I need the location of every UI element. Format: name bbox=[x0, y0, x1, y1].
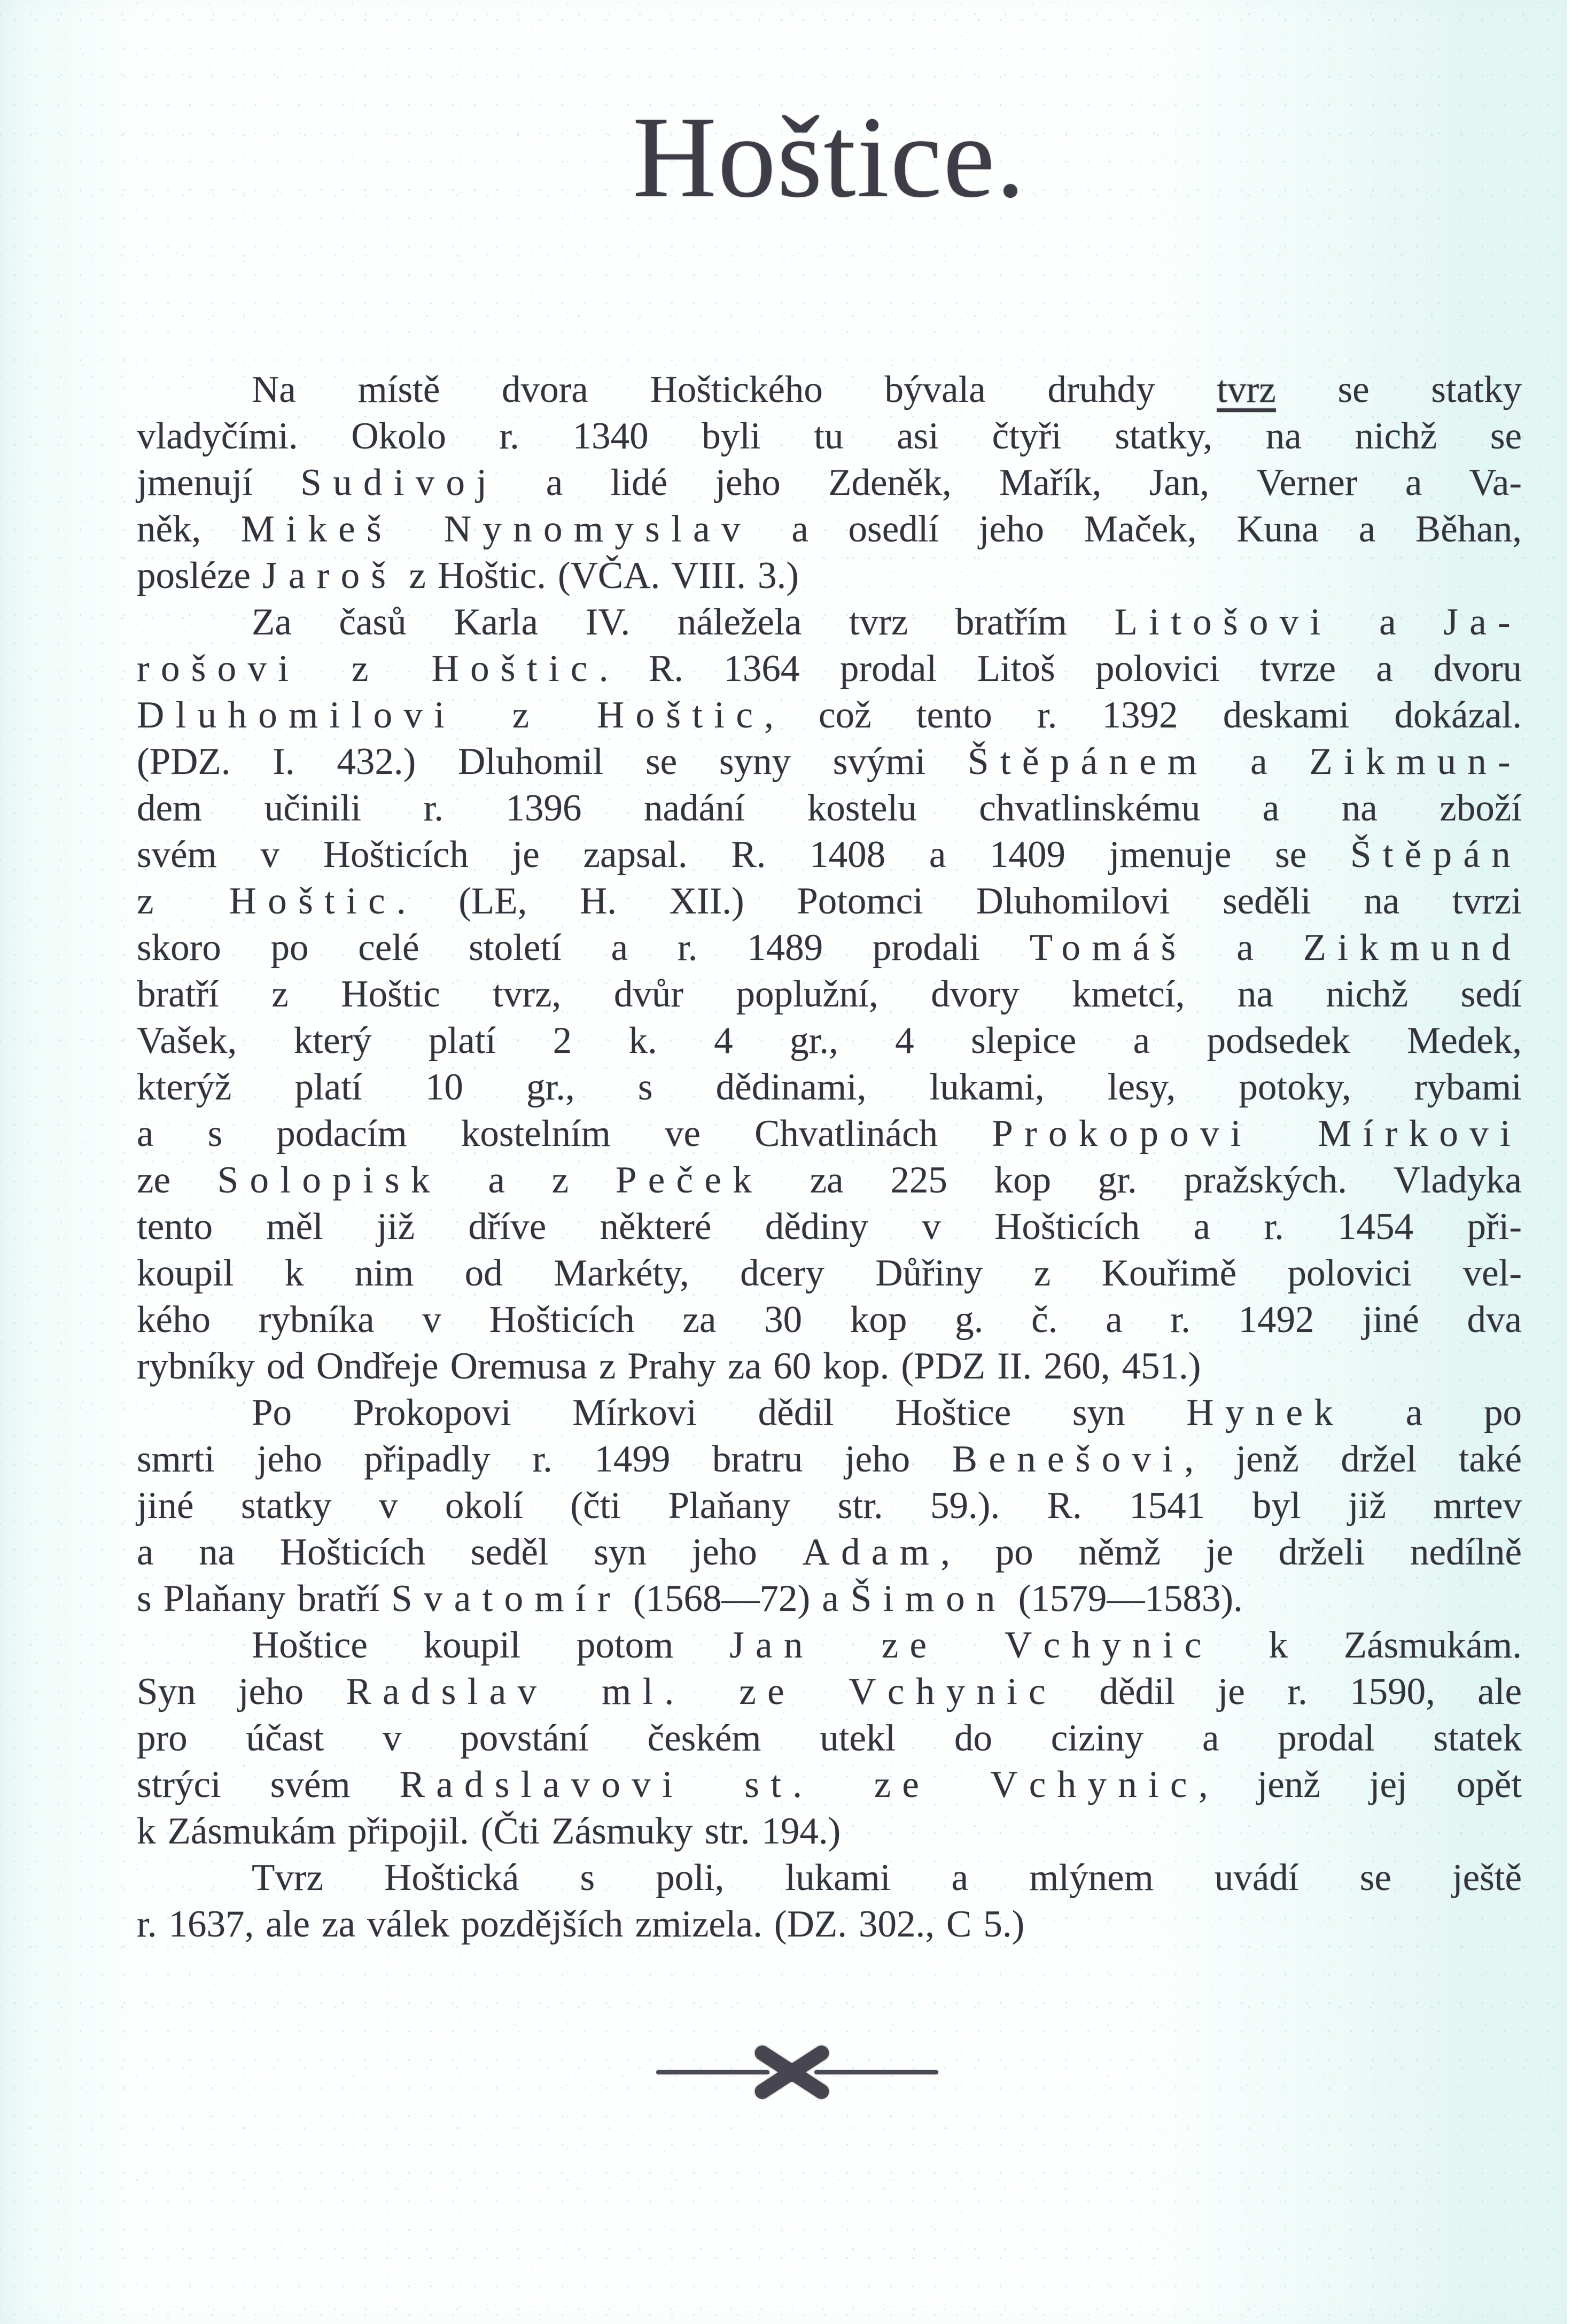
text-segment: k Zásmukám. bbox=[1212, 1624, 1522, 1666]
letterspaced-name: Štěpán bbox=[1350, 834, 1522, 876]
text-segment: skoro po celé století a r. 1489 prodali bbox=[137, 927, 1030, 969]
text-line bbox=[137, 553, 1522, 599]
text-segment: rybníky od Ondřeje Oremusa z Prahy za 60 kop. (PDZ II. 260, 451.) bbox=[137, 1345, 1201, 1387]
text-segment: se statky bbox=[1275, 369, 1522, 410]
text-line bbox=[137, 460, 1522, 506]
text-segment: dem učinili r. 1396 nadání kostelu chvatlinskému a na zboží bbox=[137, 787, 1522, 829]
text-segment: , jenž jej opět bbox=[1198, 1764, 1522, 1806]
text-segment: strýci svém bbox=[137, 1764, 400, 1806]
text-segment: r. 1637, ale za válek pozdějších zmizela. (DZ. 302., C 5.) bbox=[137, 1903, 1025, 1945]
text-segment: jmenují bbox=[137, 462, 301, 503]
text-segment: Vašek, který platí 2 k. 4 gr., 4 slepice a podsedek Medek, bbox=[137, 1020, 1522, 1062]
text-line bbox=[137, 878, 1522, 925]
text-segment: a s podacím kostelním ve Chvatlinách bbox=[137, 1113, 992, 1155]
text-segment: dědil je r. 1590, ale bbox=[1056, 1671, 1522, 1713]
text-line bbox=[137, 1622, 1522, 1669]
text-line bbox=[137, 1855, 1522, 1901]
text-segment: s Plaňany bratří bbox=[137, 1578, 392, 1620]
text-line bbox=[137, 1483, 1522, 1529]
text-segment: a bbox=[1208, 741, 1310, 783]
letterspaced-name: Prokopovi Mírkovi bbox=[992, 1113, 1522, 1155]
text-segment: bratří z Hoštic tvrz, dvůr poplužní, dvory kmetcí, na nichž sedí bbox=[137, 973, 1522, 1015]
text-segment: Syn jeho bbox=[137, 1671, 346, 1713]
text-line bbox=[137, 832, 1522, 878]
text-segment: a z bbox=[441, 1159, 616, 1201]
divider-rule-right bbox=[814, 2070, 938, 2074]
text-line bbox=[137, 971, 1522, 1018]
text-segment: (1579—1583). bbox=[1006, 1578, 1243, 1620]
text-segment: z Hoštic. (VČA. VIII. 3.) bbox=[397, 555, 799, 597]
text-line bbox=[137, 1064, 1522, 1111]
text-segment: koupil k nim od Markéty, dcery Důřiny z Kouřimě polovici vel- bbox=[137, 1252, 1522, 1294]
text-line bbox=[137, 367, 1522, 413]
text-segment: . (LE, H. XII.) Potomci Dluhomilovi seděli na tvrzi bbox=[396, 880, 1522, 922]
text-line bbox=[137, 506, 1522, 553]
text-segment: posléze bbox=[137, 555, 262, 597]
text-line bbox=[137, 646, 1522, 692]
letterspaced-name: Jaroš bbox=[262, 555, 398, 597]
letterspaced-name: Mikeš Nynomyslav bbox=[240, 508, 752, 550]
page-title: Hoštice. bbox=[632, 93, 1026, 222]
text-segment: a osedlí jeho Maček, Kuna a Běhan, bbox=[751, 508, 1522, 550]
text-line bbox=[137, 1436, 1522, 1483]
text-segment: smrti jeho připadly r. 1499 bratru jeho bbox=[137, 1438, 952, 1480]
letterspaced-name: Radslav ml. ze Vchynic bbox=[346, 1671, 1057, 1713]
letterspaced-name: Zikmund bbox=[1303, 927, 1522, 969]
text-segment: a lidé jeho Zdeněk, Mařík, Jan, Verner a Va- bbox=[498, 462, 1522, 503]
text-segment: Po Prokopovi Mírkovi dědil Hoštice syn bbox=[252, 1392, 1187, 1434]
body-text bbox=[137, 367, 1522, 1948]
text-segment: Na místě dvora Hoštického bývala druhdy bbox=[252, 369, 1217, 410]
letterspaced-name: Štěpánem bbox=[968, 741, 1209, 783]
text-line bbox=[137, 739, 1522, 785]
letterspaced-name: z Hoštic bbox=[137, 880, 396, 922]
letterspaced-name: Benešovi bbox=[952, 1438, 1185, 1480]
letterspaced-name: Zikmun- bbox=[1309, 741, 1522, 783]
text-line bbox=[137, 1157, 1522, 1204]
letterspaced-name: Tomáš bbox=[1029, 927, 1187, 969]
letterspaced-name: Ja- bbox=[1443, 601, 1522, 643]
text-segment: tento měl již dříve některé dědiny v Hošticích a r. 1454 při- bbox=[137, 1206, 1522, 1248]
divider-x-ornament bbox=[766, 2043, 818, 2102]
text-line bbox=[137, 413, 1522, 460]
letterspaced-name: Adam bbox=[802, 1531, 941, 1573]
text-segment: Tvrz Hoštická s poli, lukami a mlýnem uvádí se ještě bbox=[252, 1857, 1522, 1899]
text-line bbox=[137, 1204, 1522, 1250]
text-segment: pro účast v povstání českém utekl do ciziny a prodal statek bbox=[137, 1717, 1522, 1759]
text-segment: Za časů Karla IV. náležela tvrz bratřím bbox=[252, 601, 1115, 643]
text-line bbox=[137, 1343, 1522, 1390]
text-segment: a na Hošticích seděl syn jeho bbox=[137, 1531, 803, 1573]
text-line bbox=[137, 1018, 1522, 1064]
text-line bbox=[137, 785, 1522, 832]
text-line bbox=[137, 1762, 1522, 1808]
text-line bbox=[137, 1297, 1522, 1343]
text-segment: , po němž je drželi nedílně bbox=[940, 1531, 1522, 1573]
letterspaced-name: Peček bbox=[615, 1159, 763, 1201]
text-line bbox=[137, 1111, 1522, 1157]
text-line bbox=[137, 1250, 1522, 1297]
text-segment: , jenž držel také bbox=[1184, 1438, 1522, 1480]
text-line bbox=[137, 599, 1522, 646]
text-line bbox=[137, 925, 1522, 971]
letterspaced-name: Jan ze Vchynic bbox=[729, 1624, 1213, 1666]
text-line bbox=[137, 1715, 1522, 1762]
text-segment: (PDZ. I. 432.) Dluhomil se syny svými bbox=[137, 741, 968, 783]
text-segment: za 225 kop gr. pražských. Vladyka bbox=[763, 1159, 1522, 1201]
text-segment: ze bbox=[137, 1159, 217, 1201]
text-segment: k Zásmukám připojil. (Čti Zásmuky str. 194.) bbox=[137, 1810, 841, 1852]
text-line bbox=[137, 692, 1522, 739]
text-segment: jiné statky v okolí (čti Plaňany str. 59.). R. 1541 byl již mrtev bbox=[137, 1485, 1522, 1527]
text-segment: něk, bbox=[137, 508, 241, 550]
ornament-core-icon bbox=[779, 2063, 805, 2082]
letterspaced-name: Svatomír bbox=[391, 1578, 621, 1620]
text-segment: svém v Hošticích je zapsal. R. 1408 a 1409 jmenuje se bbox=[137, 834, 1350, 876]
text-line bbox=[137, 1901, 1522, 1948]
text-segment: kého rybníka v Hošticích za 30 kop g. č. a r. 1492 jiné dva bbox=[137, 1299, 1522, 1341]
text-line bbox=[137, 1576, 1522, 1622]
letterspaced-name: Šimon bbox=[850, 1578, 1007, 1620]
text-segment: vladyčími. Okolo r. 1340 byli tu asi čtyři statky, na nichž se bbox=[137, 415, 1522, 457]
text-line bbox=[137, 1529, 1522, 1576]
underlined-word: tvrz bbox=[1217, 369, 1276, 410]
letterspaced-name: Solopisk bbox=[217, 1159, 441, 1201]
text-line bbox=[137, 1669, 1522, 1715]
divider-rule-left bbox=[656, 2070, 769, 2074]
letterspaced-name: Dluhomilovi z Hoštic bbox=[137, 694, 765, 736]
letterspaced-name: Sudivoj bbox=[300, 462, 499, 503]
text-segment: a bbox=[1187, 927, 1303, 969]
text-line bbox=[137, 1390, 1522, 1436]
letterspaced-name: rošovi z Hoštic bbox=[137, 648, 599, 690]
letterspaced-name: Radslavovi st. ze Vchynic bbox=[399, 1764, 1199, 1806]
text-line bbox=[137, 1808, 1522, 1855]
letterspaced-name: Litošovi bbox=[1114, 601, 1332, 643]
text-segment: . R. 1364 prodal Litoš polovici tvrze a dvoru bbox=[598, 648, 1522, 690]
text-segment: a bbox=[1332, 601, 1444, 643]
text-segment: a po bbox=[1344, 1392, 1522, 1434]
section-divider-ornament bbox=[656, 2043, 945, 2102]
text-segment: Hoštice koupil potom bbox=[252, 1624, 730, 1666]
letterspaced-name: Hynek bbox=[1186, 1392, 1345, 1434]
text-segment: , což tento r. 1392 deskami dokázal. bbox=[764, 694, 1522, 736]
text-segment: (1568—72) a bbox=[621, 1578, 851, 1620]
text-segment: kterýž platí 10 gr., s dědinami, lukami, lesy, potoky, rybami bbox=[137, 1066, 1522, 1108]
